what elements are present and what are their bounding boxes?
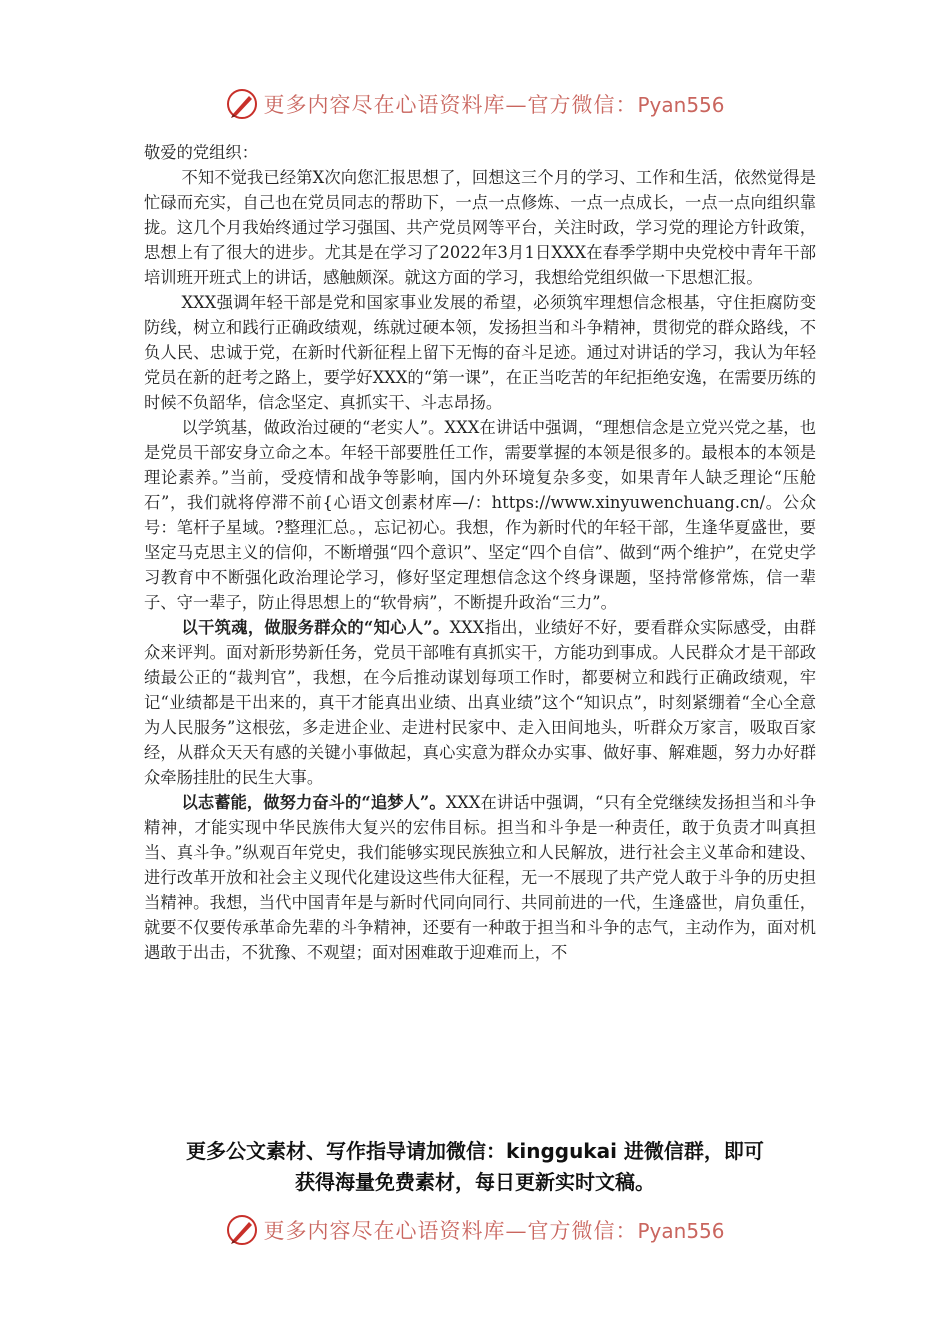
paragraph-1 bbox=[144, 165, 816, 290]
paragraph-text: 以学筑基，做政治过硬的“老实人”。XXX在讲话中强调，“理想信念是立党兴党之基，也是党员干部安身立命之本。年轻干部要胜任工作，需要掌握的本领是很多的。最根本的本领是理论素养。”当前，受疫情和战争等影响，国内外环境复杂多变，如果青年人缺乏理论“压舱石”，我们就将停滞不前{心语文创素材库—/：https://www.xinyuwenchuang.cn/。公众号：笔杆子星域。?整理汇总。，忘记初心。我想，作为新时代的年轻干部，生逢华夏盛世，要坚定马克思主义的信仰，不断增强“四个意识”、坚定“四个自信”、做到“两个维护”，在党史学习教育中不断强化政治理论学习，修好坚定理想信念这个终身课题，坚持常修常炼，信一辈子、守一辈子，防止得思想上的“软骨病”，不断提升政治“三力”。 bbox=[144, 418, 816, 612]
paragraph-4 bbox=[144, 615, 816, 790]
paragraph-text: 不知不觉我已经第X次向您汇报思想了，回想这三个月的学习、工作和生活，依然觉得是忙碌而充实，自己也在党员同志的帮助下，一点一点修炼、一点一点成长，一点一点向组织靠拢。这几个月我始终通过学习强国、共产党员网等平台，关注时政，学习党的理论方针政策，思想上有了很大的进步。尤其是在学习了2022年3月1日XXX在春季学期中央党校中青年干部培训班开班式上的讲话，感触颇深。就这方面的学习，我想给党组织做一下思想汇报。 bbox=[144, 168, 816, 287]
paragraph-text: XXX在讲话中强调，“只有全党继续发扬担当和斗争精神，才能实现中华民族伟大复兴的宏伟目标。担当和斗争是一种责任，敢于负责才叫真担当、真斗争。”纵观百年党史，我们能够实现民族独立和人民解放，进行社会主义革命和建设、进行改革开放和社会主义现代化建设这些伟大征程，无一不展现了共产党人敢于斗争的历史担当精神。我想，当代中国青年是与新时代同向同行、共同前进的一代，生逢盛世，肩负重任，就要不仅要传承革命先辈的斗争精神，还要有一种敢于担当和斗争的志气，主动作为，面对机遇敢于出击，不犹豫、不观望；面对困难敢于迎难而上，不 bbox=[144, 793, 816, 962]
promo-line-2: 获得海量免费素材，每日更新实时文稿。 bbox=[295, 1170, 655, 1194]
promo-footer bbox=[110, 1136, 840, 1198]
pen-logo-icon bbox=[225, 87, 259, 121]
salutation: 敬爱的党组织： bbox=[144, 143, 258, 162]
banner-wechat-id: Pyan556 bbox=[637, 1219, 725, 1243]
paragraph-5 bbox=[144, 790, 816, 965]
paragraph-2 bbox=[144, 290, 816, 415]
banner-text: 更多内容尽在心语资料库—官方微信： bbox=[263, 93, 638, 117]
promo-line-1: 更多公文素材、写作指导请加微信：kinggukai 进微信群，即可 bbox=[186, 1139, 764, 1163]
banner-wechat-id: Pyan556 bbox=[637, 93, 725, 117]
header-banner bbox=[0, 84, 950, 124]
paragraph-3 bbox=[144, 415, 816, 615]
pen-logo-icon bbox=[225, 1213, 259, 1247]
banner-text: 更多内容尽在心语资料库—官方微信： bbox=[263, 1219, 638, 1243]
paragraph-lead: 以志蓄能，做努力奋斗的“追梦人”。 bbox=[181, 793, 446, 812]
footer-banner bbox=[0, 1210, 950, 1250]
paragraph-text: XXX指出，业绩好不好，要看群众实际感受，由群众来评判。面对新形势新任务，党员干部唯有真抓实干，方能功到事成。人民群众才是干部政绩最公正的“裁判官”，我想，在今后推动谋划每项工作时，都要树立和践行正确政绩观，牢记“业绩都是干出来的，真干才能真出业绩、出真业绩”这个“知识点”，时刻紧绷着“全心全意为人民服务”这根弦，多走进企业、走进村民家中、走入田间地头，听群众万家言，吸取百家经，从群众天天有感的关键小事做起，真心实意为群众办实事、做好事、解难题，努力办好群众牵肠挂肚的民生大事。 bbox=[144, 618, 816, 787]
report-body bbox=[144, 140, 816, 965]
paragraph-lead: 以干筑魂，做服务群众的“知心人”。 bbox=[181, 618, 450, 637]
paragraph-text: XXX强调年轻干部是党和国家事业发展的希望，必须筑牢理想信念根基，守住拒腐防变防线，树立和践行正确政绩观，练就过硬本领，发扬担当和斗争精神，贯彻党的群众路线，不负人民、忠诚于党，在新时代新征程上留下无悔的奋斗足迹。通过对讲话的学习，我认为年轻党员在新的赶考之路上，要学好XXX的“第一课”，在正当吃苦的年纪拒绝安逸，在需要历练的时候不负韶华，信念坚定、真抓实干、斗志昂扬。 bbox=[144, 293, 816, 412]
